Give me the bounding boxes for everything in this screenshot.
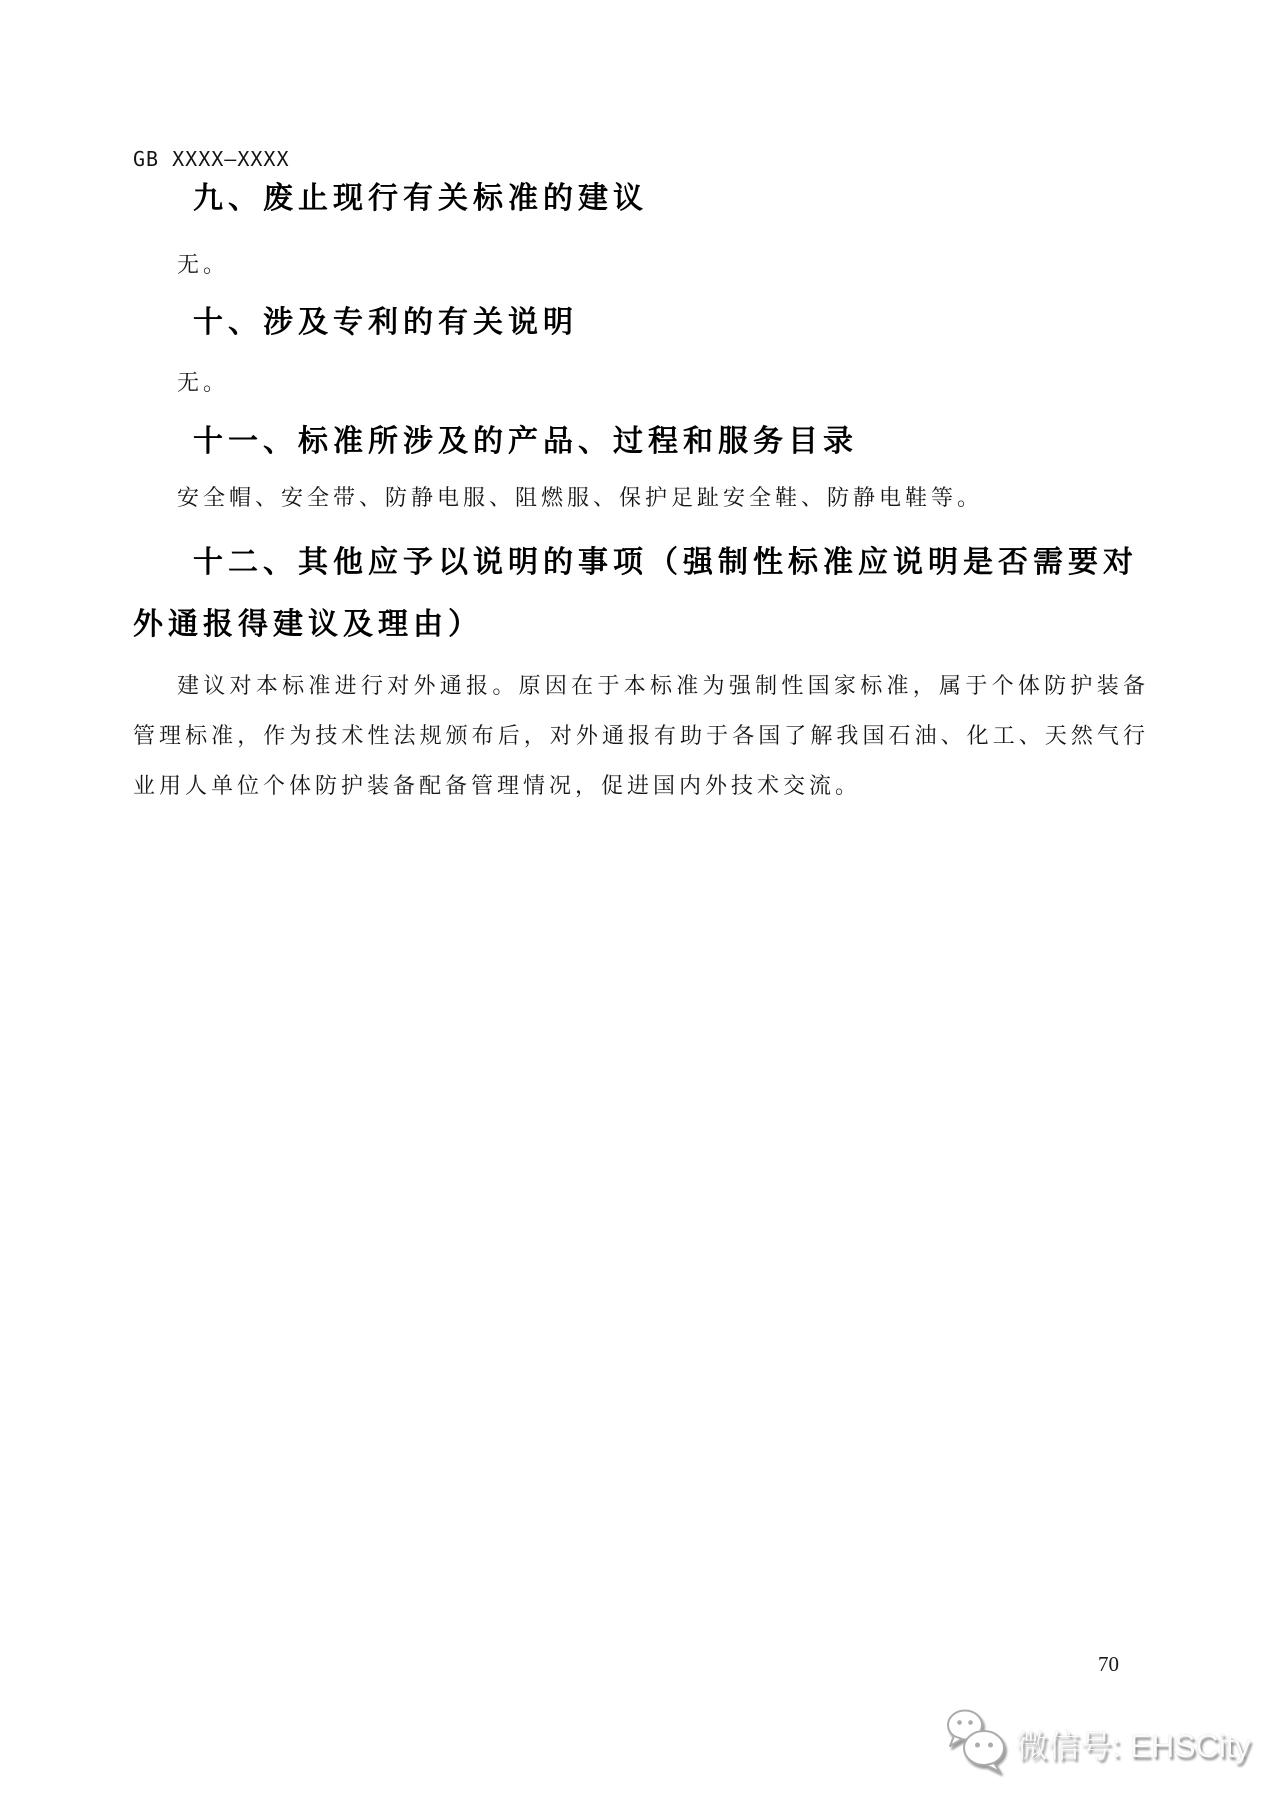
- page-number: 70: [1098, 1652, 1119, 1676]
- section-heading-11: 十一、标准所涉及的产品、过程和服务目录: [193, 425, 858, 458]
- section-heading-9: 九、废止现行有关标准的建议: [193, 182, 648, 215]
- section-body-10: 无。: [177, 370, 230, 395]
- section-body-12: 建议对本标准进行对外通报。原因在于本标准为强制性国家标准，属于个体防护装备管理标准，作为技术性法规颁布后，对外通报有助于各国了解我国石油、化工、天然气行业用人单位个体防护装备配备管理情况，促进国内外技术交流。: [133, 673, 1149, 798]
- section-body-11: 安全帽、安全带、防静电服、阻燃服、保护足趾安全鞋、防静电鞋等。: [177, 485, 984, 510]
- standard-code: GB XXXX—XXXX: [133, 147, 290, 171]
- wechat-account-label: 微信号: EHSCity: [1016, 1727, 1251, 1764]
- section-body-9: 无。: [177, 252, 230, 277]
- section-heading-10: 十、涉及专利的有关说明: [193, 306, 578, 339]
- wechat-watermark: [944, 1706, 1251, 1781]
- wechat-icon: [944, 1706, 1008, 1781]
- section-heading-12: 十二、其他应予以说明的事项（强制性标准应说明是否需要对外通报得建议及理由）: [133, 546, 1138, 641]
